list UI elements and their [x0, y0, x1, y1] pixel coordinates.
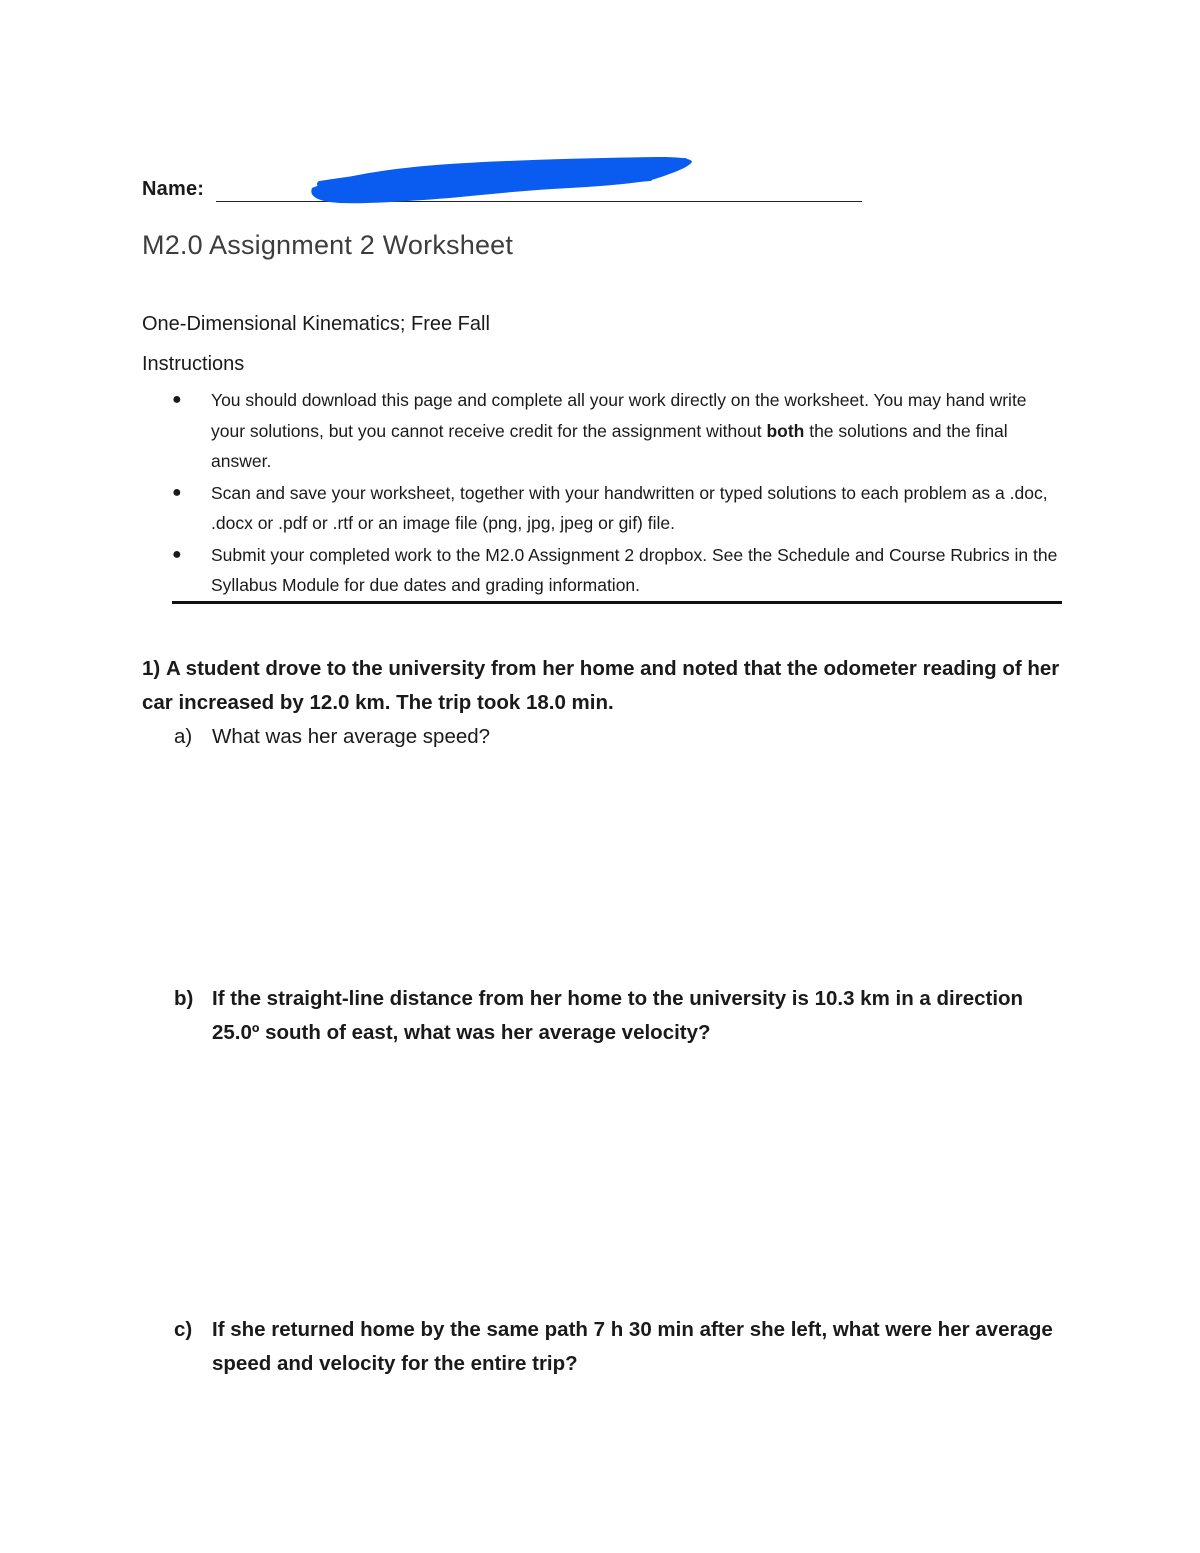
page-title: M2.0 Assignment 2 Worksheet: [142, 230, 514, 260]
redaction-scribble: [300, 154, 700, 214]
question-1-intro: [142, 652, 1067, 720]
page-subtitle: One-Dimensional Kinematics; Free Fall: [142, 313, 490, 335]
instruction-text: Scan and save your worksheet, together with your handwritten or typed solutions to each problem as a .doc, .docx or .pdf or .rtf or an image file (png, jpg, jpeg or gif) file.: [211, 482, 1048, 533]
bullet-icon: ●: [172, 545, 182, 563]
bullet-icon: ●: [172, 483, 182, 501]
instruction-text-post: the solutions and the final answer.: [211, 420, 1008, 471]
bullet-icon: ●: [172, 391, 182, 408]
instruction-text-pre: You should download this page and complete all your work directly on the worksheet. You may hand write your solutions, but you cannot receive credit for the assignment without: [211, 390, 1027, 441]
instruction-item: [172, 478, 1062, 539]
section-divider: [172, 601, 1062, 604]
part-letter: a): [174, 725, 193, 748]
part-letter: b): [174, 987, 194, 1010]
question-text: A student drove to the university from her home and noted that the odometer reading of her car increased by 12.0 km. The trip took 18.0 min.: [142, 657, 1060, 714]
part-letter: c): [174, 1318, 193, 1341]
name-label: Name:: [142, 178, 205, 200]
question-1b: [142, 982, 1067, 1050]
instruction-item: [172, 540, 1062, 601]
question-1c: [142, 1313, 1067, 1381]
instruction-text-bold: both: [766, 420, 805, 441]
instruction-item: [172, 385, 1062, 477]
instructions-list: [172, 385, 1062, 602]
question-1a: [142, 720, 1067, 754]
instructions-heading: Instructions: [142, 353, 245, 375]
part-text: If the straight-line distance from her home to the university is 10.3 km in a direction 25.0º south of east, what was her average velocity?: [212, 987, 1024, 1044]
part-text: If she returned home by the same path 7 h 30 min after she left, what were her average speed and velocity for the entire trip?: [212, 1318, 1053, 1375]
part-text: What was her average speed?: [212, 725, 491, 748]
question-number: 1): [142, 657, 161, 680]
instruction-text: Submit your completed work to the M2.0 Assignment 2 dropbox. See the Schedule and Course Rubrics in the Syllabus Module for due dates and grading information.: [211, 544, 1058, 595]
